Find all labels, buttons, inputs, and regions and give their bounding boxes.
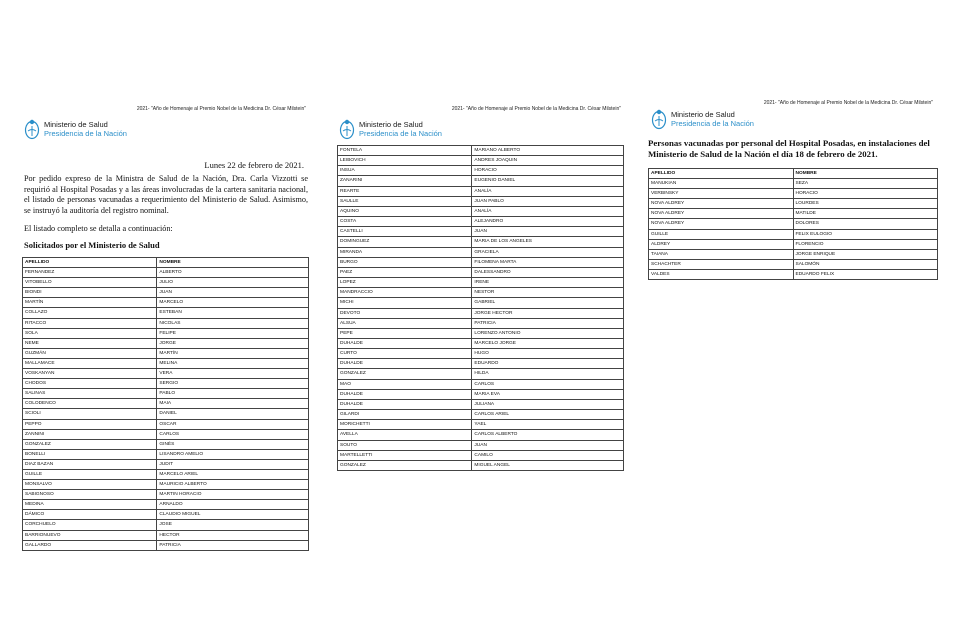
name-cell: JORGE HECTOR (472, 308, 624, 318)
table-row (338, 359, 624, 369)
table-row (23, 288, 309, 298)
name-cell: MARIANO ALBERTO (472, 146, 624, 156)
table-row (338, 308, 624, 318)
surname-cell: GONZALEZ (338, 460, 472, 470)
table-row (23, 449, 309, 459)
table-row (338, 450, 624, 460)
surname-cell: MALLAMACE (23, 358, 157, 368)
table-header-row (23, 258, 309, 268)
table-row (338, 399, 624, 409)
surname-cell: SABIGNOSO (23, 490, 157, 500)
table-row (23, 480, 309, 490)
name-cell: MARIA EVA (472, 389, 624, 399)
table-row (338, 227, 624, 237)
name-cell: MARCELO ARIEL (157, 469, 309, 479)
surname-cell: MANUKIAN (649, 179, 794, 189)
surname-cell: ALDREY (649, 239, 794, 249)
table-row (649, 229, 938, 239)
name-cell: IRENE (472, 278, 624, 288)
surname-cell: CASTELLI (338, 227, 472, 237)
name-cell: FILOMENA MARTA (472, 257, 624, 267)
table-row (338, 379, 624, 389)
name-cell: MATILDE (793, 209, 938, 219)
name-cell: ALEJANDRO (472, 217, 624, 227)
surname-cell: GONZALEZ (23, 439, 157, 449)
name-cell: JULIANA (472, 399, 624, 409)
table-row (23, 389, 309, 399)
surname-cell: VALDES (649, 269, 794, 279)
surname-cell: DEVOTO (338, 308, 472, 318)
table-row (23, 540, 309, 550)
surname-cell: BARRIONUEVO (23, 530, 157, 540)
surname-cell: PEPE (338, 328, 472, 338)
surname-cell: PAEZ (338, 267, 472, 277)
surname-cell: VOSKANYAN (23, 369, 157, 379)
name-cell: JORGE (157, 338, 309, 348)
name-cell: JUAN PABLO (472, 196, 624, 206)
name-cell: GRACIELA (472, 247, 624, 257)
surname-cell: FONTELA (338, 146, 472, 156)
name-cell: CARLOS (472, 379, 624, 389)
surname-cell: GUILLE (23, 469, 157, 479)
surname-cell: COSTA (338, 217, 472, 227)
table-row (23, 399, 309, 409)
surname-cell: BIONDI (23, 288, 157, 298)
logo-ministry: Ministerio de Salud (359, 120, 423, 129)
name-cell: LOURDES (793, 199, 938, 209)
name-cell: CARLOS (157, 429, 309, 439)
name-cell: JULIO (157, 278, 309, 288)
table-row (23, 419, 309, 429)
surname-cell: BONELLI (23, 449, 157, 459)
surname-cell: GUILLE (649, 229, 794, 239)
logo-ministry: Ministerio de Salud (671, 110, 735, 119)
vaccinated-table-2 (337, 145, 624, 471)
surname-cell: LEIBOVICH (338, 156, 472, 166)
surname-cell: CORCHUELO (23, 520, 157, 530)
column-header-surname: APELLIDO (649, 169, 794, 179)
surname-cell: GONZALEZ (338, 369, 472, 379)
surname-cell: MANDRACCIO (338, 288, 472, 298)
surname-cell: ZANNINI (23, 429, 157, 439)
name-cell: CAMILO (472, 450, 624, 460)
table-row (23, 520, 309, 530)
table-row (338, 257, 624, 267)
ministry-logo (24, 118, 127, 140)
table-row (23, 369, 309, 379)
table-row (338, 288, 624, 298)
surname-cell: DUHALDE (338, 359, 472, 369)
table-row (338, 217, 624, 227)
surname-cell: DIAZ BAZAN (23, 459, 157, 469)
name-cell: VERA (157, 369, 309, 379)
table-row (649, 239, 938, 249)
name-cell: LISANDRO AMELIO (157, 449, 309, 459)
table-row (338, 156, 624, 166)
column-header-name: NOMBRE (157, 258, 309, 268)
surname-cell: CHODOS (23, 379, 157, 389)
logo-presidency: Presidencia de la Nación (44, 129, 127, 138)
name-cell: JUAN (472, 227, 624, 237)
name-cell: SALOMÓN (793, 259, 938, 269)
surname-cell: NEME (23, 338, 157, 348)
surname-cell: SAULLE (338, 196, 472, 206)
table-row (23, 429, 309, 439)
table-row (649, 249, 938, 259)
table-row (23, 358, 309, 368)
surname-cell: DÁMICO (23, 510, 157, 520)
table-row (338, 369, 624, 379)
national-emblem-icon (24, 118, 40, 140)
table-row (23, 278, 309, 288)
table-row (338, 389, 624, 399)
table-row (338, 237, 624, 247)
name-cell: PABLO (157, 389, 309, 399)
table-row (338, 278, 624, 288)
table-row (338, 146, 624, 156)
name-cell: HILDA (472, 369, 624, 379)
name-cell: OSCAR (157, 419, 309, 429)
name-cell: SEZA (793, 179, 938, 189)
surname-cell: AQUINO (338, 206, 472, 216)
table-row (338, 318, 624, 328)
table-row (338, 410, 624, 420)
name-cell: MAURICIO ALBERTO (157, 480, 309, 490)
name-cell: CLAUDIO MIGUEL (157, 510, 309, 520)
table-row (649, 259, 938, 269)
table-row (338, 420, 624, 430)
table-row (23, 348, 309, 358)
surname-cell: BURGO (338, 257, 472, 267)
column-header-surname: APELLIDO (23, 258, 157, 268)
name-cell: EDUARDO (472, 359, 624, 369)
name-cell: NICOLAS (157, 318, 309, 328)
name-cell: ALBERTO (157, 268, 309, 278)
name-cell: HUGO (472, 349, 624, 359)
national-emblem-icon (339, 118, 355, 140)
table-row (23, 318, 309, 328)
name-cell: CARLOS ARIEL (472, 410, 624, 420)
table-row (649, 209, 938, 219)
surname-cell: DOMINGUEZ (338, 237, 472, 247)
vaccinated-table-3 (648, 168, 938, 280)
name-cell: JUAN (157, 288, 309, 298)
name-cell: YAEL (472, 420, 624, 430)
table-row (23, 530, 309, 540)
logo-presidency: Presidencia de la Nación (359, 129, 442, 138)
table-row (649, 269, 938, 279)
surname-cell: MIRANDA (338, 247, 472, 257)
ministry-logo (339, 118, 442, 140)
name-cell: PATRICIA (157, 540, 309, 550)
surname-cell: MICHI (338, 298, 472, 308)
name-cell: MAIA (157, 399, 309, 409)
name-cell: HECTOR (157, 530, 309, 540)
table-row (649, 199, 938, 209)
table-row (23, 379, 309, 389)
surname-cell: GILARDI (338, 410, 472, 420)
table-row (23, 328, 309, 338)
motto-header: 2021- "Año de Homenaje al Premio Nobel de la Medicina Dr. César Milstein" (763, 100, 933, 106)
name-cell: JORGE ENRIQUE (793, 249, 938, 259)
table-row (338, 460, 624, 470)
vaccinated-table-1 (22, 257, 309, 551)
table-row (338, 298, 624, 308)
surname-cell: SOLA (23, 328, 157, 338)
table-row (23, 490, 309, 500)
surname-cell: NOVA ALDREY (649, 209, 794, 219)
surname-cell: MARTÍN (23, 298, 157, 308)
surname-cell: RITACCO (23, 318, 157, 328)
name-cell: EDUARDO FELIX (793, 269, 938, 279)
table-row (338, 349, 624, 359)
table-row (23, 308, 309, 318)
surname-cell: ZANARINI (338, 176, 472, 186)
column-header-name: NOMBRE (793, 169, 938, 179)
name-cell: ESTEBAN (157, 308, 309, 318)
surname-cell: MORICHETTI (338, 420, 472, 430)
surname-cell: SALINAS (23, 389, 157, 399)
logo-presidency: Presidencia de la Nación (671, 119, 754, 128)
name-cell: MARIA DE LOS ANGELES (472, 237, 624, 247)
surname-cell: DUHALDE (338, 399, 472, 409)
name-cell: DALESSANDRO (472, 267, 624, 277)
table-row (23, 409, 309, 419)
motto-header: 2021- "Año de Homenaje al Premio Nobel de la Medicina Dr. César Milstein" (136, 106, 306, 112)
section-title: Personas vacunadas por personal del Hospital Posadas, en instalaciones del Ministerio de Salud de la Nación el día 18 de febrero de 2021. (648, 138, 930, 159)
table-row (649, 189, 938, 199)
surname-cell: MONSALVO (23, 480, 157, 490)
name-cell: MARCELO (157, 298, 309, 308)
name-cell: JUAN (472, 440, 624, 450)
surname-cell: CURTO (338, 349, 472, 359)
surname-cell: NOVA ALDREY (649, 219, 794, 229)
table-row (338, 186, 624, 196)
surname-cell: GALLARDO (23, 540, 157, 550)
name-cell: PATRICIA (472, 318, 624, 328)
table-row (338, 166, 624, 176)
surname-cell: SCIOLI (23, 409, 157, 419)
surname-cell: MEDINA (23, 500, 157, 510)
section-title: Solicitados por el Ministerio de Salud (24, 240, 160, 250)
name-cell: SERGIO (157, 379, 309, 389)
surname-cell: PEPPO (23, 419, 157, 429)
name-cell: FELIPE (157, 328, 309, 338)
list-intro: El listado completo se detalla a continuación: (24, 224, 173, 233)
logo-ministry: Ministerio de Salud (44, 120, 108, 129)
surname-cell: TAIANA (649, 249, 794, 259)
intro-paragraph: Por pedido expreso de la Ministra de Salud de la Nación, Dra. Carla Vizzotti se requirió al Hospital Posadas y a las áreas involucradas de la cartera sanitaria nacional, el listado de personas vacunadas a requerimiento del Ministerio de Salud. Asimismo, se instruyó la auditoría del registro nominal. (24, 174, 308, 215)
table-row (338, 247, 624, 257)
table-row (23, 510, 309, 520)
national-emblem-icon (651, 108, 667, 130)
surname-cell: MAO (338, 379, 472, 389)
table-row (23, 459, 309, 469)
name-cell: MARCELO JORGE (472, 338, 624, 348)
table-row (338, 206, 624, 216)
surname-cell: FERNANDEZ (23, 268, 157, 278)
name-cell: ANDRES JOAQUIN (472, 156, 624, 166)
surname-cell: SCHACHTER (649, 259, 794, 269)
document-page-1 (18, 100, 314, 550)
table-row (338, 338, 624, 348)
name-cell: JOSE (157, 520, 309, 530)
name-cell: DOLORES (793, 219, 938, 229)
name-cell: CARLOS ALBERTO (472, 430, 624, 440)
name-cell: HORACIO (472, 166, 624, 176)
name-cell: FLORENCIO (793, 239, 938, 249)
table-row (649, 179, 938, 189)
surname-cell: LOPEZ (338, 278, 472, 288)
surname-cell: VITOBELLO (23, 278, 157, 288)
ministry-logo (651, 108, 754, 130)
surname-cell: DUHALDE (338, 389, 472, 399)
name-cell: JUDIT (157, 459, 309, 469)
table-row (23, 338, 309, 348)
table-row (338, 430, 624, 440)
motto-header: 2021- "Año de Homenaje al Premio Nobel de la Medicina Dr. César Milstein" (451, 106, 621, 112)
surname-cell: ALSUA (338, 318, 472, 328)
name-cell: ANALÍA (472, 206, 624, 216)
name-cell: MARTÍN (157, 348, 309, 358)
surname-cell: DUHALDE (338, 338, 472, 348)
table-row (338, 267, 624, 277)
name-cell: NESTOR (472, 288, 624, 298)
name-cell: MARTIN HORACIO (157, 490, 309, 500)
table-row (23, 469, 309, 479)
name-cell: GABRIEL (472, 298, 624, 308)
surname-cell: VERBINSKY (649, 189, 794, 199)
surname-cell: GUZMÁN (23, 348, 157, 358)
surname-cell: MARTELLETTI (338, 450, 472, 460)
name-cell: ANALÍA (472, 186, 624, 196)
table-row (649, 219, 938, 229)
table-row (23, 298, 309, 308)
name-cell: ARNALDO (157, 500, 309, 510)
table-row (23, 500, 309, 510)
surname-cell: AVELLA (338, 430, 472, 440)
table-row (338, 440, 624, 450)
table-header-row (649, 169, 938, 179)
document-page-2 (333, 100, 629, 470)
surname-cell: COLLAZO (23, 308, 157, 318)
name-cell: MELINA (157, 358, 309, 368)
surname-cell: NOVA ALDREY (649, 199, 794, 209)
surname-cell: COLODENCO (23, 399, 157, 409)
surname-cell: SOUTO (338, 440, 472, 450)
name-cell: DANIEL (157, 409, 309, 419)
surname-cell: REARTE (338, 186, 472, 196)
table-row (338, 196, 624, 206)
name-cell: HORACIO (793, 189, 938, 199)
table-row (338, 176, 624, 186)
name-cell: LORENZO ANTONIO (472, 328, 624, 338)
document-date: Lunes 22 de febrero de 2021. (204, 160, 304, 170)
document-page-3 (645, 100, 941, 300)
table-row (23, 439, 309, 449)
name-cell: EUGENIO DANIEL (472, 176, 624, 186)
name-cell: FELIX EULOGIO (793, 229, 938, 239)
surname-cell: INSUA (338, 166, 472, 176)
name-cell: MIGUEL ANGEL (472, 460, 624, 470)
table-row (23, 268, 309, 278)
name-cell: GINÉS (157, 439, 309, 449)
table-row (338, 328, 624, 338)
